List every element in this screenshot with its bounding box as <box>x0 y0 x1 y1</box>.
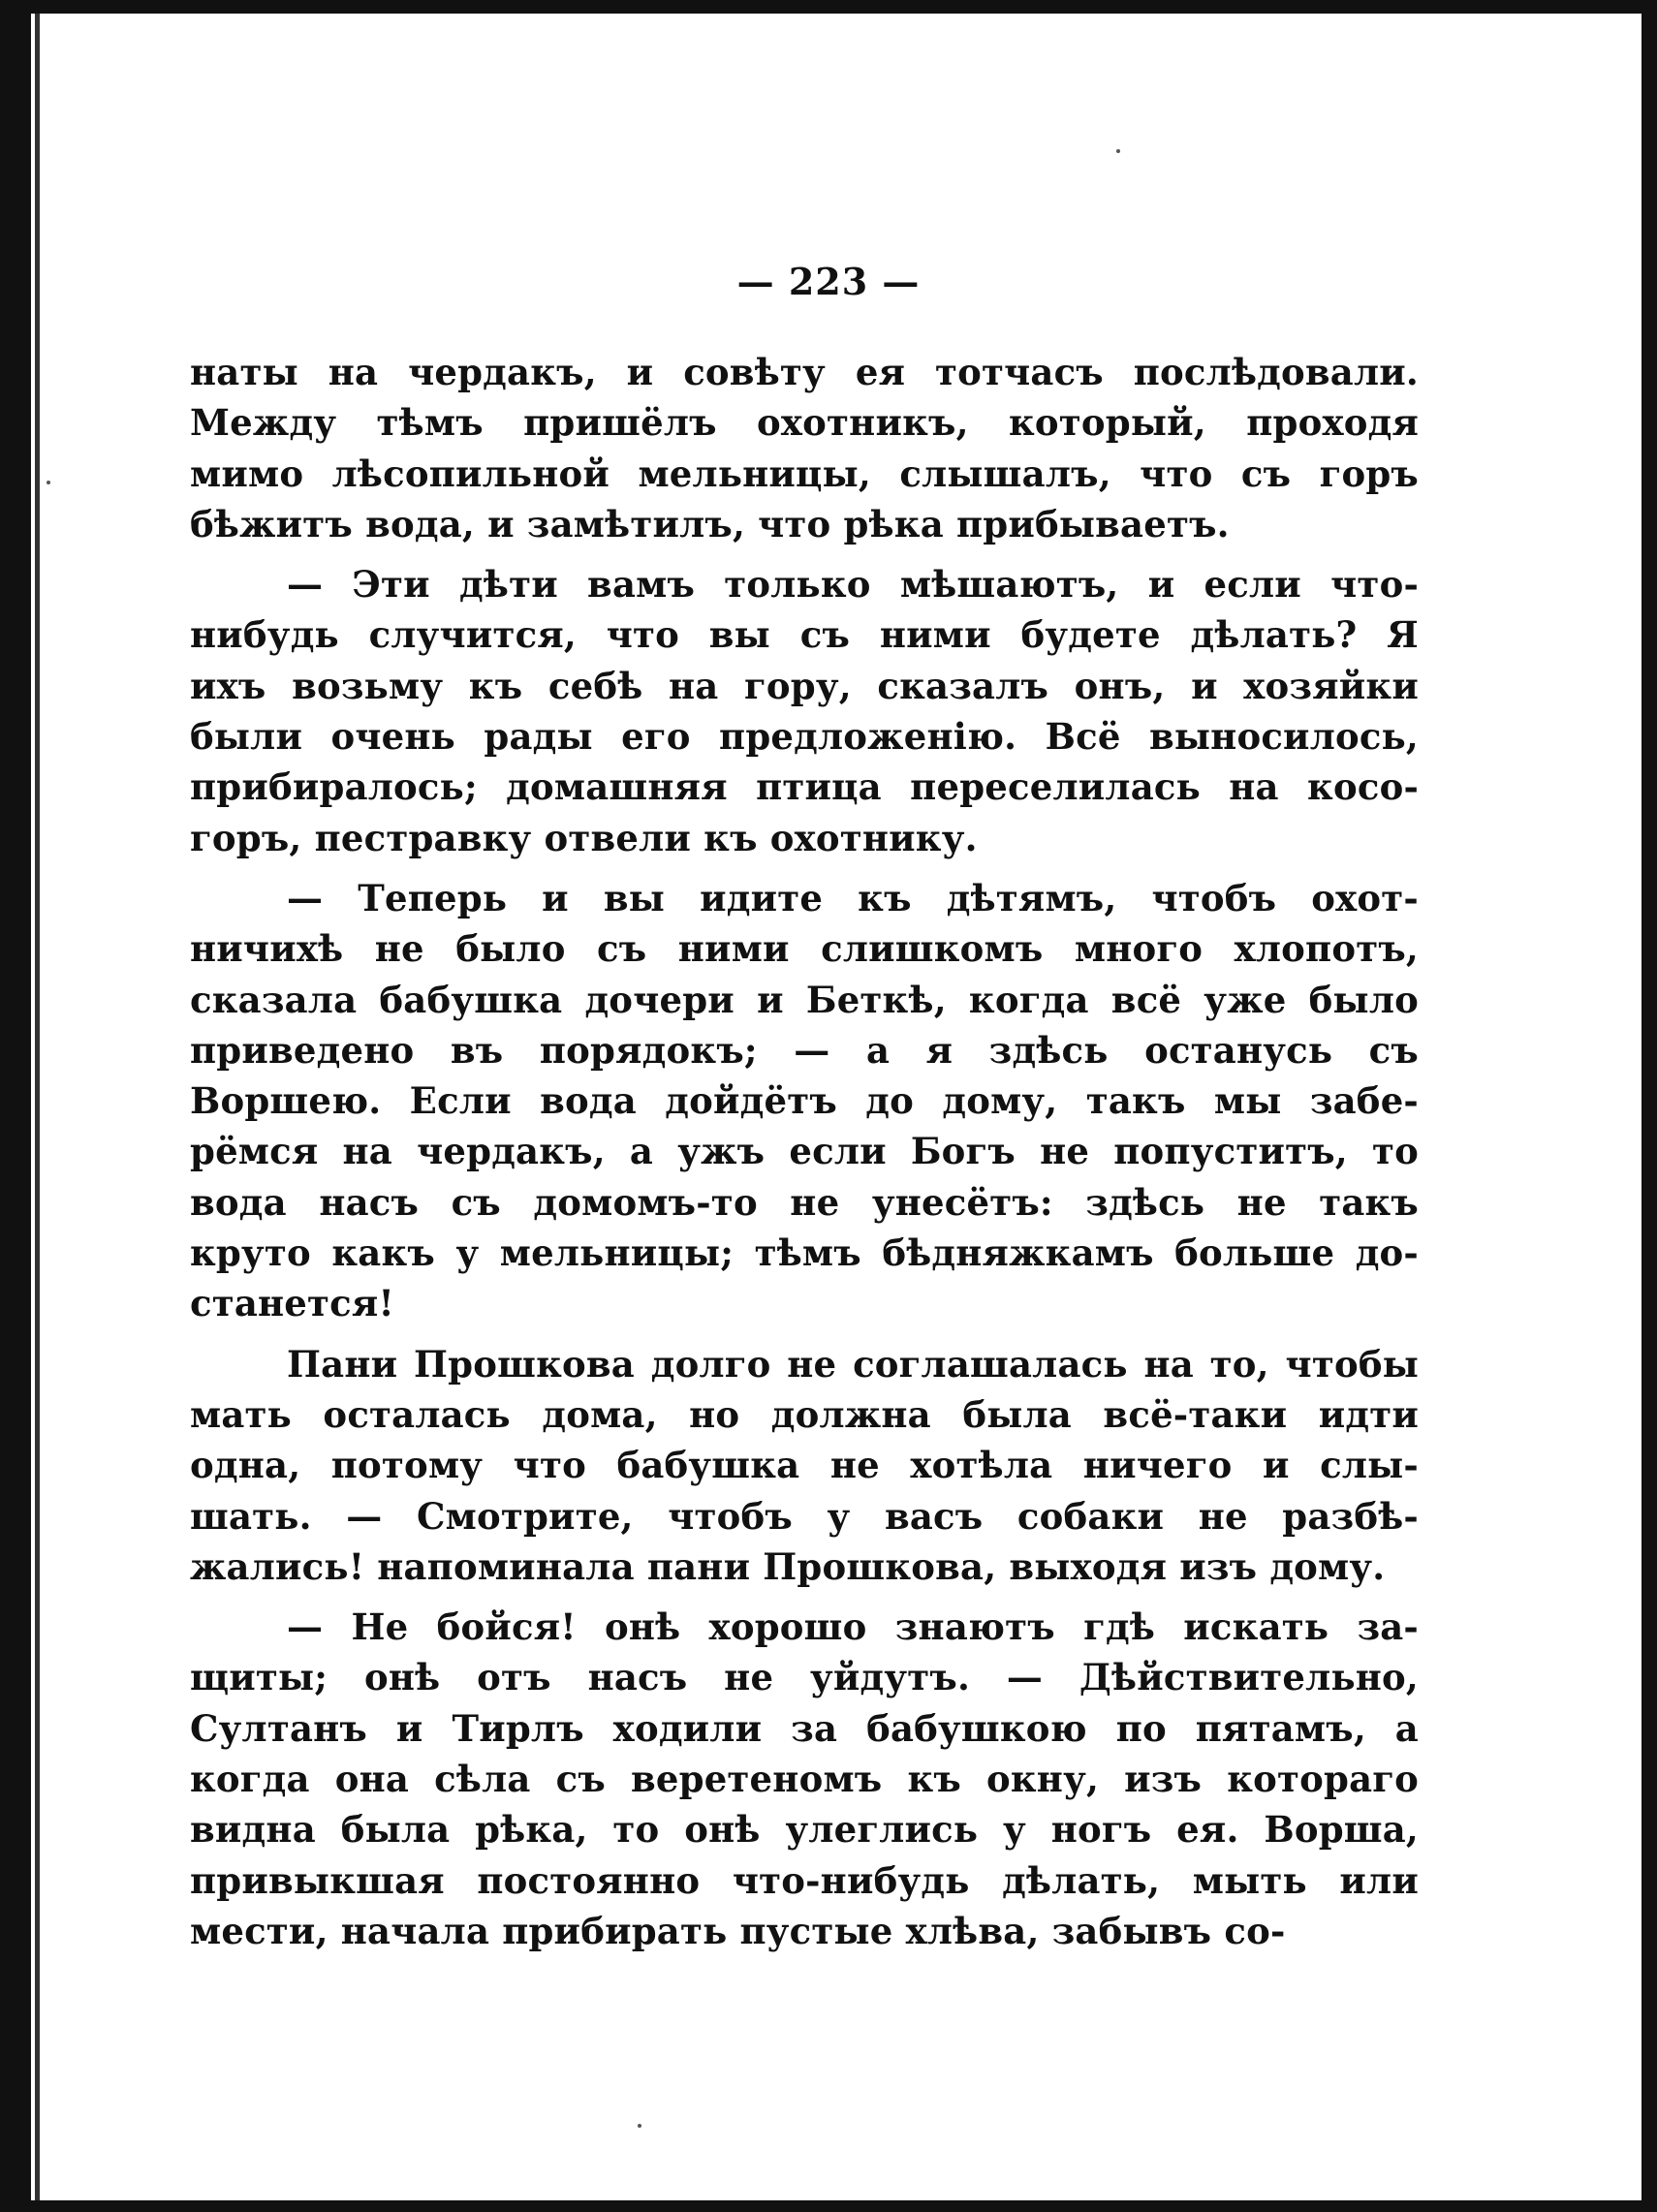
scan-edge-left <box>0 0 31 2212</box>
text-line: круто какъ у мельницы; тѣмъ бѣдняжкамъ больше до- <box>190 1231 1419 1275</box>
paragraph-gap <box>190 1329 1419 1339</box>
paragraph-gap <box>190 1592 1419 1602</box>
text-line: мести, начала прибирать пустые хлѣва, забывъ со- <box>190 1909 1286 1952</box>
text-line: ихъ возьму къ себѣ на гору, сказалъ онъ, и хозяйки <box>190 664 1419 707</box>
scan-speck <box>47 481 50 484</box>
text-line: ничихѣ не было съ ними слишкомъ много хлопотъ, <box>190 927 1419 971</box>
text-line: одна, потому что бабушка не хотѣла ничего и слы- <box>190 1444 1419 1487</box>
text-line: привыкшая постоянно что-нибудь дѣлать, мыть или <box>190 1858 1419 1902</box>
text-line: шать. — Смотрите, чтобъ у васъ собаки не разбѣ- <box>190 1494 1419 1538</box>
text-line: прибиралось; домашняя птица переселилась на косо- <box>190 765 1419 809</box>
scan-edge-bottom <box>0 2200 1657 2212</box>
scan-speck <box>1116 149 1120 153</box>
text-line: Пани Прошкова долго не соглашалась на то, чтобы <box>287 1342 1419 1386</box>
text-line: горъ, пестравку отвели къ охотнику. <box>190 816 978 859</box>
paragraph <box>190 559 1419 863</box>
text-line: видна была рѣка, то онѣ улеглись у ногъ ея. Ворша, <box>190 1808 1419 1852</box>
text-line: сказала бабушка дочери и Беткѣ, когда всё уже было <box>190 978 1419 1021</box>
paragraph-gap <box>190 863 1419 873</box>
text-line: нибудь случится, что вы съ ними будете дѣлать? Я <box>190 613 1419 657</box>
text-line: Воршею. Если вода дойдётъ до дому, такъ мы забе- <box>190 1079 1419 1123</box>
text-line: наты на чердакъ, и совѣту ея тотчасъ послѣдовали. <box>190 351 1419 393</box>
paragraph-gap <box>190 549 1419 559</box>
text-line: мать осталась дома, но должна была всё-таки идти <box>190 1392 1419 1436</box>
text-line: — Не бойся! онѣ хорошо знаютъ гдѣ искать за- <box>287 1605 1419 1649</box>
text-line: Между тѣмъ пришёлъ охотникъ, который, проходя <box>190 401 1419 445</box>
text-line: вода насъ съ домомъ-то не унесётъ: здѣсь не такъ <box>190 1180 1419 1224</box>
scan-edge-left-inner <box>35 14 40 2212</box>
paragraph <box>190 347 1419 549</box>
scan-edge-top <box>0 0 1657 14</box>
paragraph <box>190 873 1419 1329</box>
text-line: щиты; онѣ отъ насъ не уйдутъ. — Дѣйствительно, <box>190 1656 1419 1699</box>
paragraph <box>190 1602 1419 1956</box>
text-line: жались! напоминала пани Прошкова, выходя изъ дому. <box>190 1544 1386 1588</box>
text-line: рёмся на чердакъ, а ужъ если Богъ не попуститъ, то <box>190 1130 1419 1173</box>
text-line: бѣжитъ вода, и замѣтилъ, что рѣка прибываетъ. <box>190 502 1230 545</box>
text-line: станется! <box>190 1282 394 1325</box>
paragraph <box>190 1339 1419 1592</box>
text-line: Султанъ и Тирлъ ходили за бабушкою по пятамъ, а <box>190 1706 1419 1750</box>
page-number: — 223 — <box>736 260 921 303</box>
text-line: — Теперь и вы идите къ дѣтямъ, чтобъ охот- <box>287 876 1419 919</box>
scan-speck <box>638 2124 641 2128</box>
scan-edge-right <box>1641 0 1657 2212</box>
body-text <box>190 347 1419 1956</box>
text-line: когда она сѣла съ веретеномъ къ окну, изъ котораго <box>190 1758 1419 1801</box>
text-line: — Эти дѣти вамъ только мѣшаютъ, и если что- <box>287 563 1419 607</box>
text-line: были очень рады его предложенію. Всё выносилось, <box>190 715 1419 759</box>
text-line: мимо лѣсопильной мельницы, слышалъ, что съ горъ <box>190 452 1419 495</box>
text-line: приведено въ порядокъ; — а я здѣсь останусь съ <box>190 1028 1419 1072</box>
